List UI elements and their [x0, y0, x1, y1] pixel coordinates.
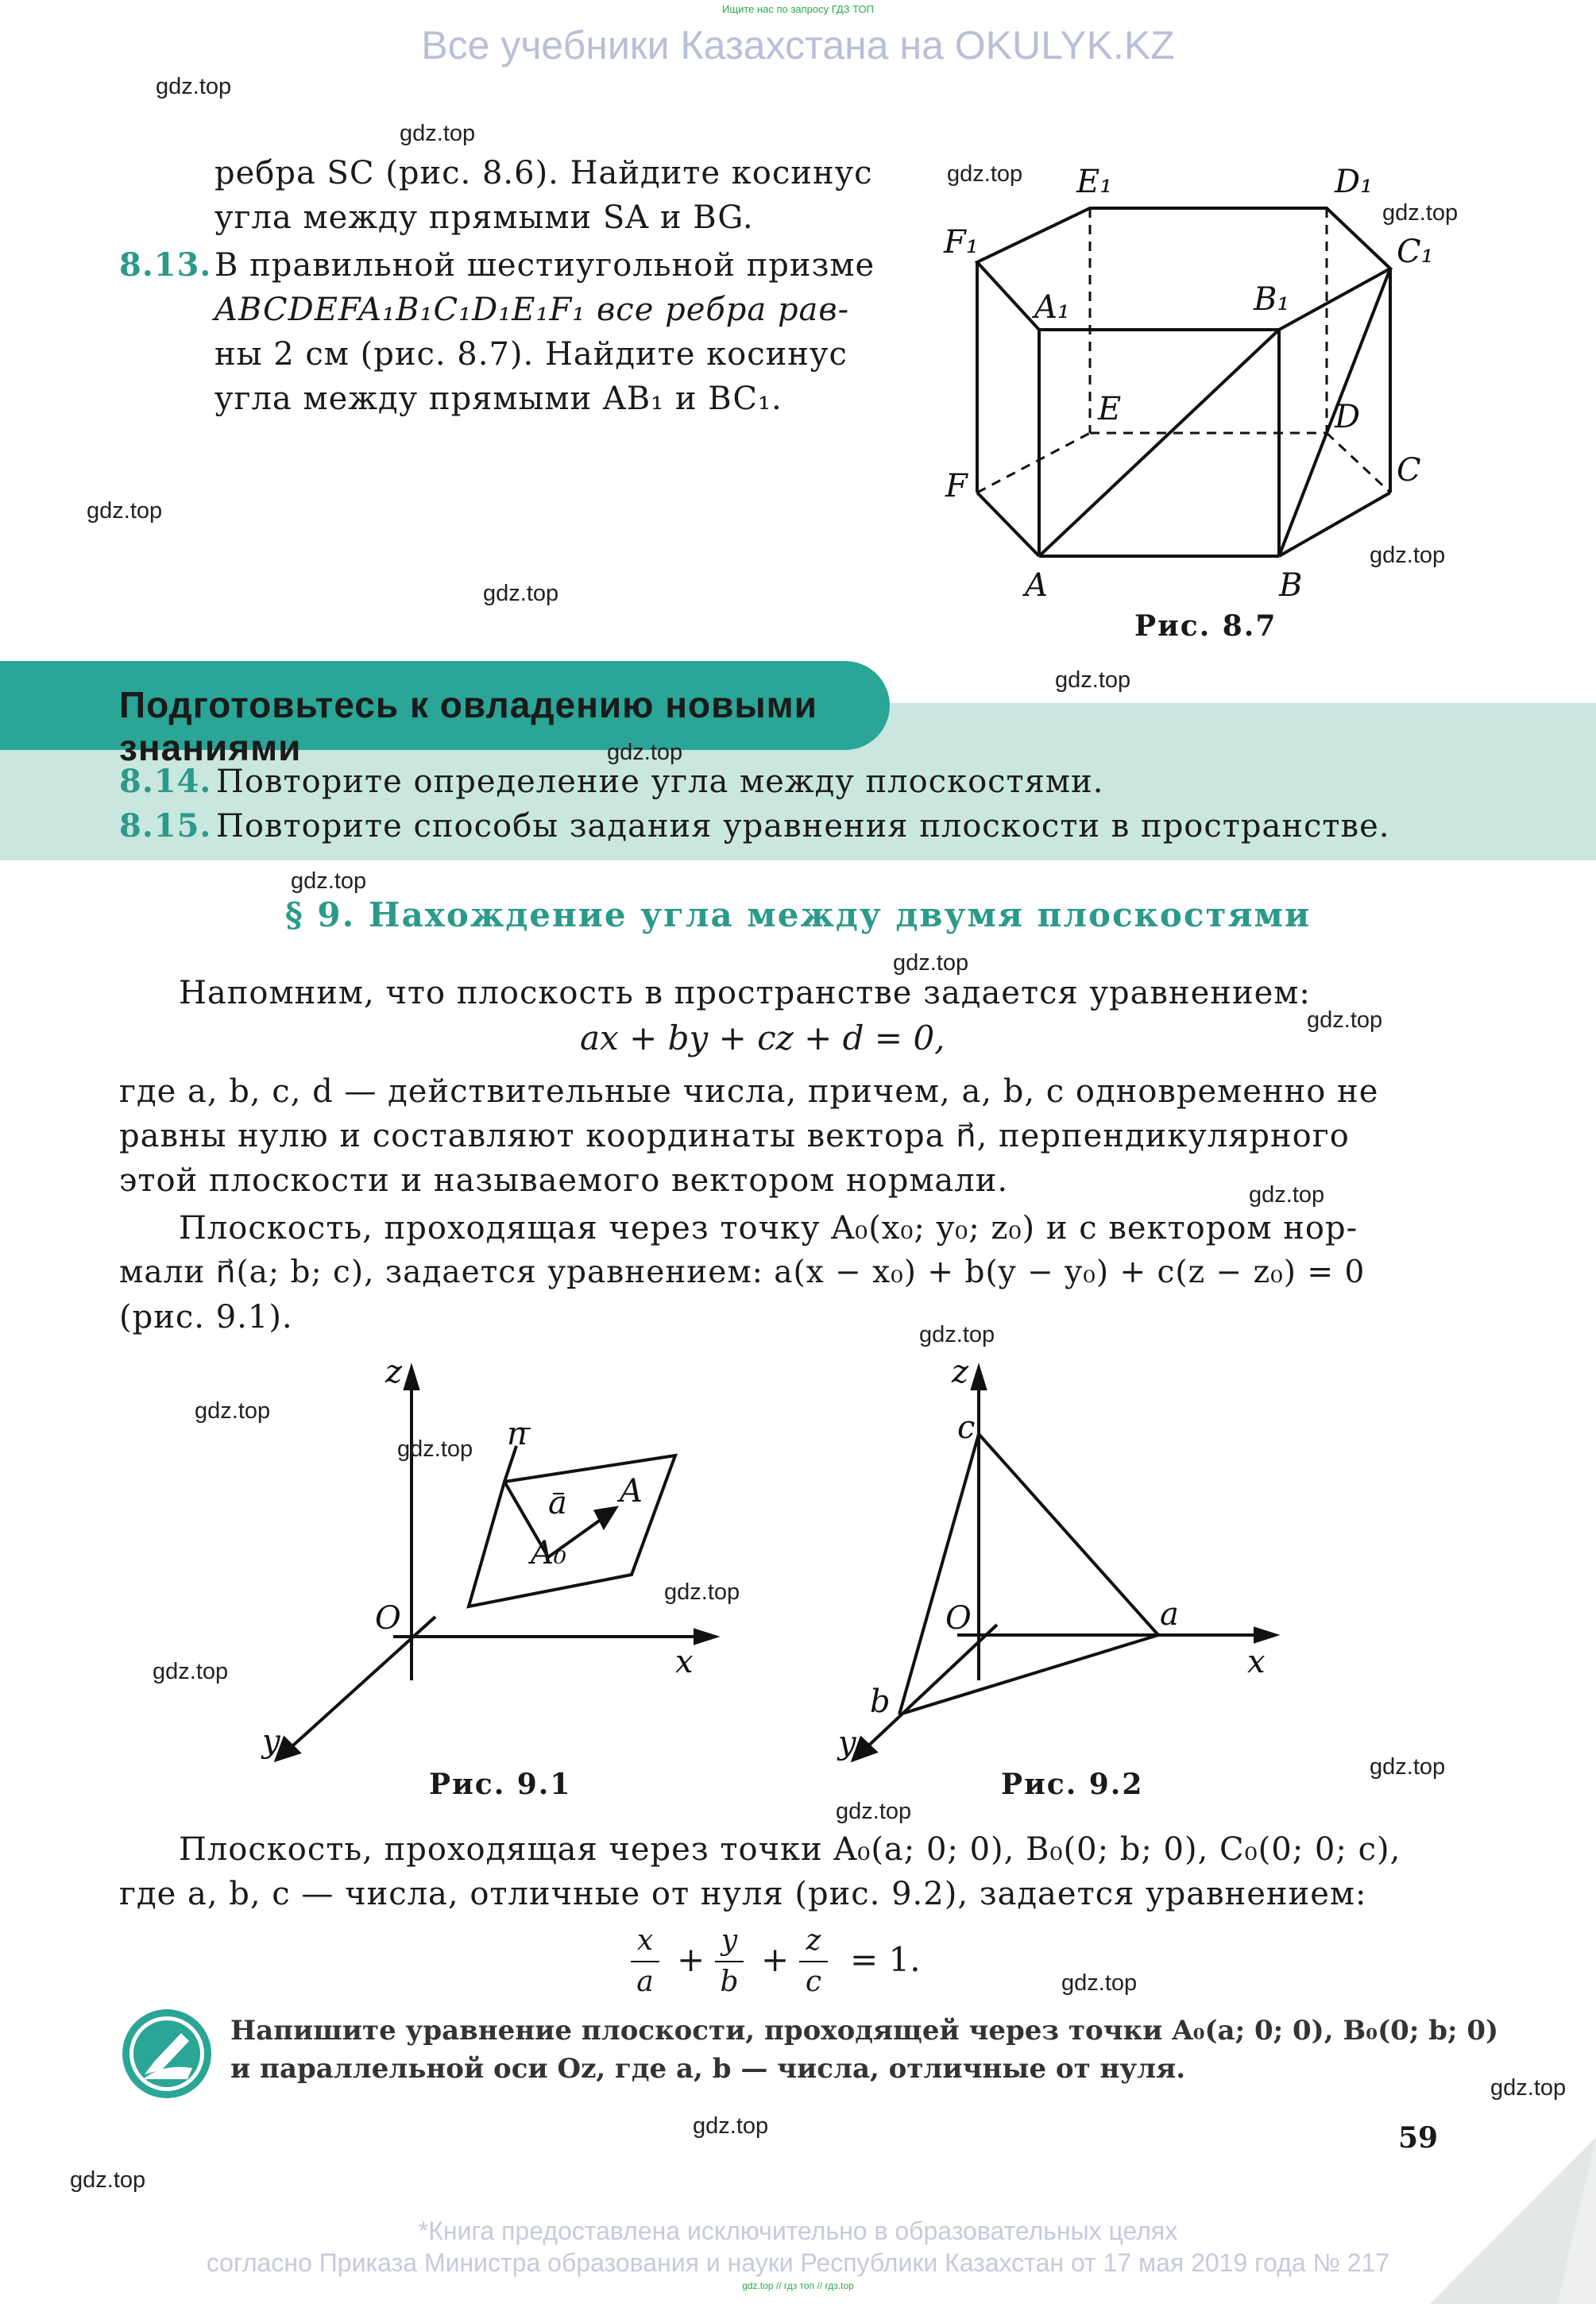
problem-814-text: Повторите определение угла между плоскостями. [216, 763, 1104, 800]
fig92-b: b [870, 1684, 891, 1720]
watermark: gdz.top [607, 740, 683, 765]
task-line2: и параллельной оси Oz, где a, b — числа, отличные от нуля. [230, 2053, 1186, 2085]
body-p2-line1: где a, b, c, d — действительные числа, причем, a, b, c одновременно не [119, 1073, 1379, 1110]
label-A1: A₁ [1034, 289, 1070, 326]
problem-812-line2: угла между прямыми SA и BG. [214, 199, 754, 236]
problem-812-line1: ребра SC (рис. 8.6). Найдите косинус [214, 155, 873, 191]
body-p3-line2: мали n⃗(a; b; c), задается уравнением: a(x − x₀) + b(y − y₀) + c(z − z₀) = 0 [119, 1254, 1366, 1290]
watermark: gdz.top [947, 161, 1023, 187]
body-p3-line3: (рис. 9.1). [119, 1299, 293, 1336]
problem-813-line2: ABCDEFA₁B₁C₁D₁E₁F₁ все ребра рав- [214, 292, 850, 328]
label-D: D [1335, 399, 1361, 435]
fig92-y: y [838, 1725, 856, 1761]
figure-9-1 [254, 1351, 747, 1780]
watermark: gdz.top [291, 868, 367, 894]
frac-z-num: z [806, 1924, 821, 1957]
footer-line1: *Книга предоставлена исключительно в образовательных целях [418, 2217, 1178, 2245]
footer-line2: согласно Приказа Министра образования и науки Республики Казахстан от 17 мая 2019 года № 217 [206, 2248, 1390, 2277]
figure-9-2 [826, 1351, 1303, 1780]
frac-x-den: a [636, 1966, 654, 1998]
label-E: E [1098, 391, 1122, 427]
body-p4-line1: Плоскость, проходящая через точки A₀(a; 0; 0), B₀(0; b; 0), C₀(0; 0; c), [179, 1831, 1401, 1868]
watermark: gdz.top [664, 1579, 740, 1605]
fig92-x: x [1247, 1644, 1266, 1680]
problem-813-line1: В правильной шестиугольной призме [214, 247, 875, 284]
fig92-a: a [1160, 1596, 1179, 1633]
watermark: gdz.top [156, 74, 232, 99]
label-B1: B₁ [1254, 281, 1290, 318]
label-F1: F₁ [944, 224, 979, 261]
watermark: gdz.top [836, 1799, 912, 1824]
watermark: gdz.top [1061, 1970, 1138, 1996]
pencil-task-icon [119, 2006, 214, 2101]
problem-813-line3: ны 2 см (рис. 8.7). Найдите косинус [214, 336, 848, 373]
task-line1: Напишите уравнение плоскости, проходящей через точки A₀(a; 0; 0), B₀(0; b; 0) [230, 2015, 1499, 2047]
fig92-c: c [957, 1409, 976, 1446]
watermark: gdz.top [1370, 1754, 1446, 1780]
watermark: gdz.top [1249, 1182, 1325, 1208]
figure-8-7-prism [922, 159, 1478, 651]
figure-9-1-caption: Рис. 9.1 [429, 1768, 572, 1801]
label-C1: C₁ [1397, 234, 1434, 270]
equation-rhs: = 1. [850, 1940, 921, 1979]
label-A: A [1025, 567, 1048, 604]
watermark: gdz.top [70, 2167, 146, 2193]
body-p1: Напомним, что плоскость в пространстве задается уравнением: [179, 975, 1311, 1011]
prepare-title: Подготовьтесь к овладению новыми знаниями [119, 684, 817, 768]
problem-813-number: 8.13. [119, 246, 212, 284]
fig91-y: y [262, 1723, 280, 1760]
fig91-A: A [620, 1473, 643, 1510]
label-C: C [1397, 452, 1421, 489]
bottom-notice: gdz.top // гдз топ // гдз.top [742, 2280, 854, 2291]
watermark: gdz.top [87, 498, 163, 524]
frac-x-num: x [636, 1924, 654, 1957]
fig91-x: x [675, 1644, 694, 1680]
label-E1: E₁ [1076, 164, 1113, 200]
fig91-z: z [385, 1354, 403, 1390]
body-p3-line1: Плоскость, проходящая через точку A₀(x₀; y₀; z₀) и с вектором нор- [179, 1210, 1358, 1247]
label-F: F [945, 468, 968, 504]
watermark: gdz.top [693, 2113, 769, 2139]
figure-8-7-caption: Рис. 8.7 [1134, 609, 1277, 643]
fig91-O: O [375, 1600, 401, 1637]
top-notice: Ищите нас по запросу ГДЗ ТОП [722, 3, 874, 15]
watermark: gdz.top [397, 1436, 473, 1462]
problem-815-text: Повторите способы задания уравнения плоскости в пространстве. [216, 808, 1390, 845]
watermark: gdz.top [1307, 1007, 1383, 1033]
frac-z-den: c [805, 1966, 822, 1998]
watermark: gdz.top [483, 581, 559, 606]
watermark: gdz.top [400, 121, 476, 146]
watermark: gdz.top [893, 950, 969, 976]
equation-plane-general: ax + by + cz + d = 0, [580, 1019, 945, 1057]
label-B: B [1279, 567, 1303, 604]
watermark: gdz.top [1382, 200, 1459, 226]
frac-y-den: b [720, 1966, 739, 1998]
fig92-z: z [952, 1354, 969, 1390]
body-p2-line2: равны нулю и составляют координаты вектора n⃗, перпендикулярного [119, 1118, 1350, 1154]
problem-813-line4: угла между прямыми AB₁ и BC₁. [214, 381, 783, 417]
site-header[interactable]: Все учебники Казахстана на OKULYK.KZ [421, 23, 1175, 68]
watermark: gdz.top [195, 1398, 271, 1424]
fig91-A0: A₀ [531, 1535, 566, 1571]
task-text [230, 2012, 1498, 2088]
problem-815-number: 8.15. [119, 807, 212, 845]
watermark: gdz.top [1055, 667, 1131, 693]
watermark: gdz.top [1370, 543, 1446, 568]
watermark: gdz.top [1490, 2075, 1567, 2101]
figure-9-2-caption: Рис. 9.2 [1001, 1768, 1144, 1801]
problem-814-number: 8.14. [119, 763, 212, 800]
fig91-n: n [507, 1416, 527, 1452]
label-D1: D₁ [1335, 164, 1374, 200]
section-title: § 9. Нахождение угла между двумя плоскостями [284, 895, 1312, 934]
frac-y-num: y [721, 1924, 738, 1957]
body-p2-line3: этой плоскости и называемого вектором нормали. [119, 1162, 1009, 1199]
page-number: 59 [1398, 2121, 1439, 2155]
watermark: gdz.top [919, 1322, 995, 1347]
fig92-O: O [945, 1600, 972, 1637]
watermark: gdz.top [153, 1659, 229, 1684]
fig91-a-vec: a [548, 1485, 567, 1521]
body-p4-line2: где a, b, c — числа, отличные от нуля (рис. 9.2), задается уравнением: [119, 1876, 1367, 1912]
